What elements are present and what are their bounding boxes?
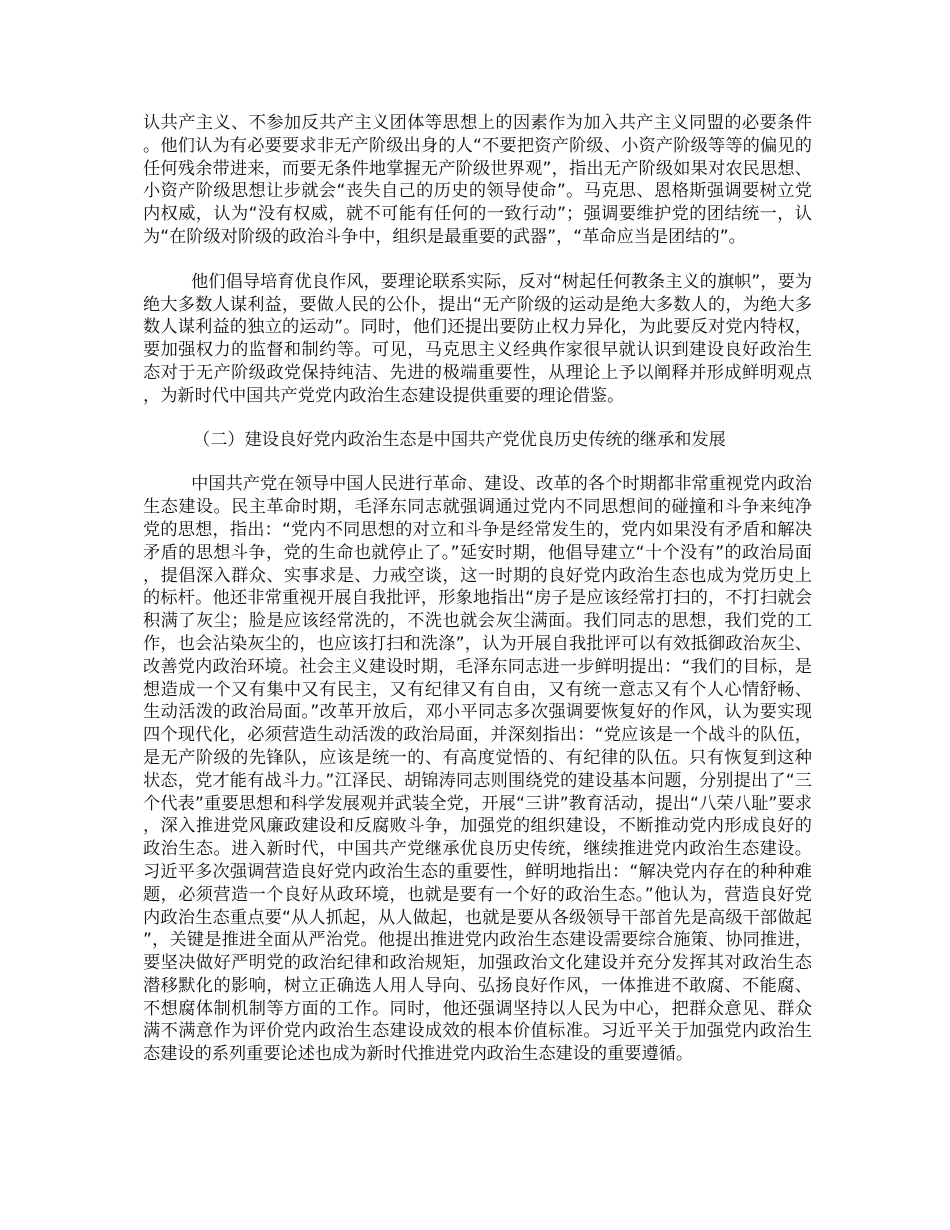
paragraph-2: 他们倡导培育优良作风，要理论联系实际，反对“树起任何教条主义的旗帜”，要为绝大多数人谋利益，要做人民的公仆，提出“无产阶级的运动是绝大多数人的，为绝大多数人谋利益的独立的运动”。同时，他们还提出要防止权力异化，为此要反对党内特权，要加强权力的监督和制约等。可见，马克思主义经典作家很早就认识到建设良好政治生态对于无产阶级政党保持纯洁、先进的极端重要性，从理论上予以阐释并形成鲜明观点，为新时代中国共产党党内政治生态建设提供重要的理论借鉴。 [143,271,812,406]
section-heading: （二）建设良好党内政治生态是中国共产党优良历史传统的继承和发展 [193,429,726,450]
paragraph-3: 中国共产党在领导中国人民进行革命、建设、改革的各个时期都非常重视党内政治生态建设。民主革命时期，毛泽东同志就强调通过党内不同思想间的碰撞和斗争来纯净党的思想，指出：“党内不同思想的对立和斗争是经常发生的，党内如果没有矛盾和解决矛盾的思想斗争，党的生命也就停止了。”延安时期，他倡导建立“十个没有”的政治局面，提倡深入群众、实事求是、力戒空谈，这一时期的良好党内政治生态也成为党历史上的标杆。他还非常重视开展自我批评，形象地指出“房子是应该经常打扫的，不打扫就会积满了灰尘；脸是应该经常洗的，不洗也就会灰尘满面。我们同志的思想，我们党的工作，也会沾染灰尘的，也应该打扫和洗涤”，认为开展自我批评可以有效抵御政治灰尘、改善党内政治环境。社会主义建设时期，毛泽东同志进一步鲜明提出：“我们的目标，是想造成一个又有集中又有民主，又有纪律又有自由，又有统一意志又有个人心情舒畅、生动活泼的政治局面。”改革开放后，邓小平同志多次强调要恢复好的作风，认为要实现四个现代化，必须营造生动活泼的政治局面，并深刻指出：“党应该是一个战斗的队伍，是无产阶级的先锋队，应该是统一的、有高度觉悟的、有纪律的队伍。只有恢复到这种状态，党才能有战斗力。”江泽民、胡锦涛同志则围绕党的建设基本问题，分别提出了“三个代表”重要思想和科学发展观并武装全党，开展“三讲”教育活动，提出“八荣八耻”要求，深入推进党风廉政建设和反腐败斗争，加强党的组织建设，不断推动党内形成良好的政治生态。进入新时代，中国共产党继承优良历史传统，继续推进党内政治生态建设。习近平多次强调营造良好党内政治生态的重要性，鲜明地指出：“解决党内存在的种种难题，必须营造一个良好从政环境，也就是要有一个好的政治生态。”他认为，营造良好党内政治生态重点要“从人抓起，从人做起，也就是要从各级领导干部首先是高级干部做起”，关键是推进全面从严治党。他提出推进党内政治生态建设需要综合施策、协同推进，要坚决做好严明党的政治纪律和政治规矩，加强政治文化建设并充分发挥其对政治生态潜移默化的影响，树立正确选人用人导向、弘扬良好作风，一体推进不敢腐、不能腐、不想腐体制机制等方面的工作。同时，他还强调坚持以人民为中心，把群众意见、群众满不满意作为评价党内政治生态建设成效的根本价值标准。习近平关于加强党内政治生态建设的系列重要论述也成为新时代推进党内政治生态建设的重要遵循。 [143,474,812,1065]
paragraph-1: 认共产主义、不参加反共产主义团体等思想上的因素作为加入共产主义同盟的必要条件。他们认为有必要要求非无产阶级出身的人“不要把资产阶级、小资产阶级等等的偏见的任何残余带进来，而要无条件地掌握无产阶级世界观”，指出无产阶级如果对农民思想、小资产阶级思想让步就会“丧失自己的历史的领导使命”。马克思、恩格斯强调要树立党内权威，认为“没有权威，就不可能有任何的一致行动”；强调要维护党的团结统一，认为“在阶级对阶级的政治斗争中，组织是最重要的武器”，“革命应当是团结的”。 [143,113,812,247]
